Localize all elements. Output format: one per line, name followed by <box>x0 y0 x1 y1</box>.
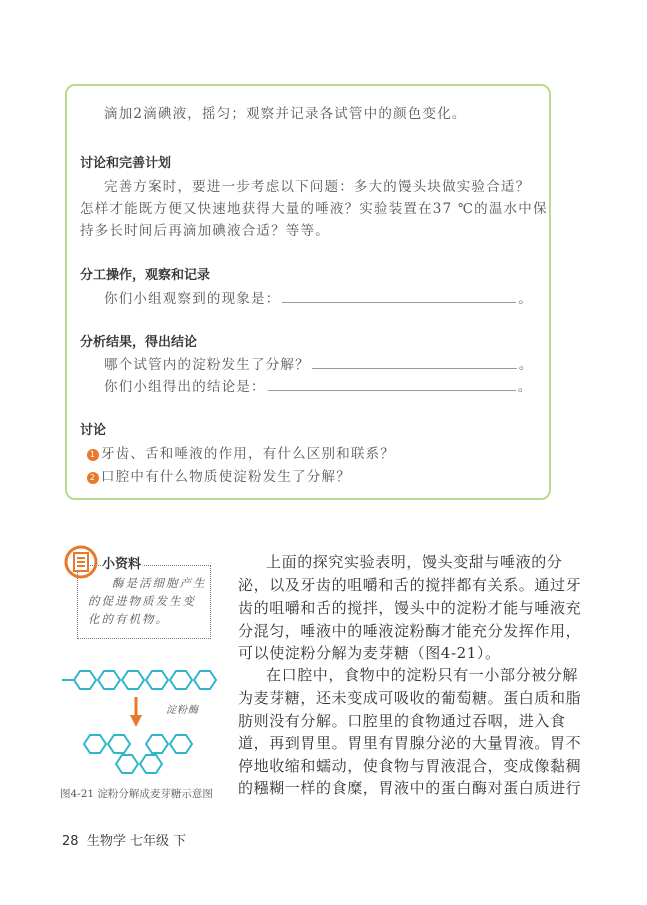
body-line: 可以使淀粉分解为麦芽糖（图4-21）。 <box>238 644 501 662</box>
note-title: 小资料 <box>102 553 144 572</box>
question-text: 哪个试管内的淀粉发生了分解？ <box>104 357 310 373</box>
intro-text: 滴加2滴碘液，摇匀；观察并记录各试管中的颜色变化。 <box>104 106 467 122</box>
body-line: 分混匀，唾液中的唾液淀粉酶才能充分发挥作用， <box>238 622 582 640</box>
figure-caption: 图4-21 淀粉分解成麦芽糖示意图 <box>60 788 213 800</box>
number-badge: 2 <box>87 472 99 484</box>
discussion-item <box>87 465 351 485</box>
discussion-text: 口腔中有什么物质使淀粉发生了分解？ <box>101 469 351 485</box>
starch-chain <box>74 671 216 689</box>
body-line: 泌，以及牙齿的咀嚼和舌的搅拌都有关系。通过牙 <box>238 576 582 594</box>
body-line: 上面的探究实验表明，馒头变甜与唾液的分 <box>266 553 563 571</box>
note-line: 的促进物质发生变 <box>88 594 196 608</box>
body-line: 在口腔中，食物中的淀粉只有一小部分被分解 <box>266 666 579 684</box>
note-line: 酶是活细胞产生 <box>112 576 207 590</box>
heading-discuss-plan: 讨论和完善计划 <box>80 156 172 171</box>
period: 。 <box>517 379 533 395</box>
heading-operate: 分工操作，观察和记录 <box>80 268 211 283</box>
book-title: 生物学 七年级 下 <box>86 834 187 849</box>
note-line: 化的有机物。 <box>88 612 169 626</box>
page-number: 28 <box>62 834 79 849</box>
body-line: 的糨糊一样的食糜，胃液中的蛋白酶对蛋白质进行 <box>238 779 582 797</box>
discussion-item <box>87 442 395 462</box>
paragraph-line: 怎样才能既方便又快速地获得大量的唾液？实验装置在37 ℃的温水中保 <box>80 201 548 217</box>
arrow-down-icon <box>130 697 142 727</box>
number-badge: 1 <box>87 449 99 461</box>
heading-analyze: 分析结果，得出结论 <box>80 335 198 350</box>
period: 。 <box>518 291 534 307</box>
enzyme-label: 淀粉酶 <box>166 705 199 716</box>
body-line: 为麦芽糖，还未变成可吸收的葡萄糖。蛋白质和脂 <box>238 689 582 707</box>
answer-blank[interactable] <box>312 359 517 369</box>
answer-blank[interactable] <box>282 293 516 303</box>
starch-maltose-diagram <box>60 665 220 775</box>
page-footer <box>62 830 186 849</box>
question-line <box>104 353 534 373</box>
discussion-text: 牙齿、舌和唾液的作用，有什么区别和联系？ <box>101 446 395 462</box>
body-line: 道，再到胃里。胃里有胃腺分泌的大量胃液。胃不 <box>238 734 582 752</box>
heading-discussion: 讨论 <box>80 423 107 438</box>
paragraph-line: 完善方案时，要进一步考虑以下问题：多大的馒头块做实验合适？ <box>104 179 531 195</box>
question-text: 你们小组得出的结论是： <box>104 379 266 395</box>
period: 。 <box>518 357 534 373</box>
question-line <box>104 287 533 307</box>
body-line: 停地收缩和蠕动，使食物与胃液混合，变成像黏稠 <box>238 757 582 775</box>
maltose-units <box>84 735 192 773</box>
body-line: 齿的咀嚼和舌的搅拌，馒头中的淀粉才能与唾液充 <box>238 599 582 617</box>
body-line: 肪则没有分解。口腔里的食物通过吞咽，进入食 <box>238 712 566 730</box>
answer-blank[interactable] <box>268 381 516 391</box>
notepad-icon <box>64 545 98 579</box>
question-line <box>104 375 532 395</box>
paragraph-line: 持多长时间后再滴加碘液合适？等等。 <box>80 223 330 239</box>
question-text: 你们小组观察到的现象是： <box>104 291 281 307</box>
